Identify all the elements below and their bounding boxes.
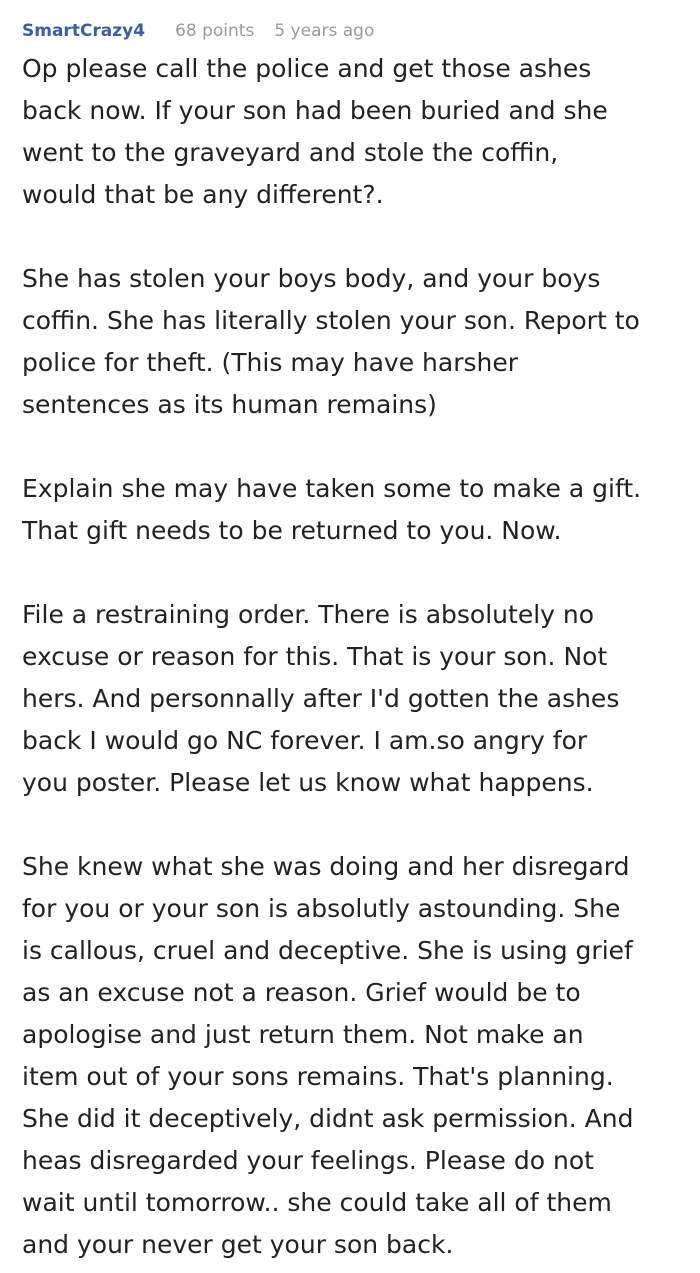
comment-line: wait until tomorrow.. she could take all of them <box>22 1188 612 1217</box>
comment-timestamp: 5 years ago <box>274 21 375 41</box>
comment-body <box>22 48 682 1266</box>
comment-paragraph <box>22 258 682 426</box>
comment-line: apologise and just return them. Not make an <box>22 1020 584 1049</box>
comment-line: back now. If your son had been buried and she <box>22 96 608 125</box>
comment-line: heas disregarded your feelings. Please do not <box>22 1146 594 1175</box>
comment-paragraph <box>22 468 682 552</box>
comment-line: police for theft. (This may have harsher <box>22 348 518 377</box>
comment-line: back I would go NC forever. I am.so angry for <box>22 726 588 755</box>
comment <box>22 14 682 1266</box>
comment-line: as an excuse not a reason. Grief would be to <box>22 978 581 1007</box>
comment-line: is callous, cruel and deceptive. She is using grief <box>22 936 633 965</box>
comment-line: Op please call the police and get those ashes <box>22 54 592 83</box>
comment-line: Explain she may have taken some to make a gift. <box>22 474 642 503</box>
comment-paragraph <box>22 48 682 216</box>
comment-author-link[interactable]: SmartCrazy4 <box>22 21 146 41</box>
comment-paragraph <box>22 846 682 1266</box>
comment-points: 68 points <box>175 21 255 41</box>
comment-line: File a restraining order. There is absolutely no <box>22 600 595 629</box>
comment-line: went to the graveyard and stole the coffin, <box>22 138 559 167</box>
comment-meta <box>22 14 682 48</box>
comment-line: for you or your son is absolutly astounding. She <box>22 894 621 923</box>
comment-paragraph <box>22 594 682 804</box>
comment-line: She has stolen your boys body, and your boys <box>22 264 601 293</box>
comment-line: That gift needs to be returned to you. Now. <box>22 516 562 545</box>
comment-line: sentences as its human remains) <box>22 390 437 419</box>
comment-line: hers. And personnally after I'd gotten the ashes <box>22 684 620 713</box>
comment-line: coffin. She has literally stolen your son. Report to <box>22 306 640 335</box>
comment-line: item out of your sons remains. That's planning. <box>22 1062 614 1091</box>
comment-line: would that be any different?. <box>22 180 384 209</box>
comment-line: and your never get your son back. <box>22 1230 454 1259</box>
comment-line: She knew what she was doing and her disregard <box>22 852 630 881</box>
comment-line: She did it deceptively, didnt ask permission. And <box>22 1104 634 1133</box>
comment-line: excuse or reason for this. That is your son. Not <box>22 642 608 671</box>
comment-line: you poster. Please let us know what happens. <box>22 768 594 797</box>
